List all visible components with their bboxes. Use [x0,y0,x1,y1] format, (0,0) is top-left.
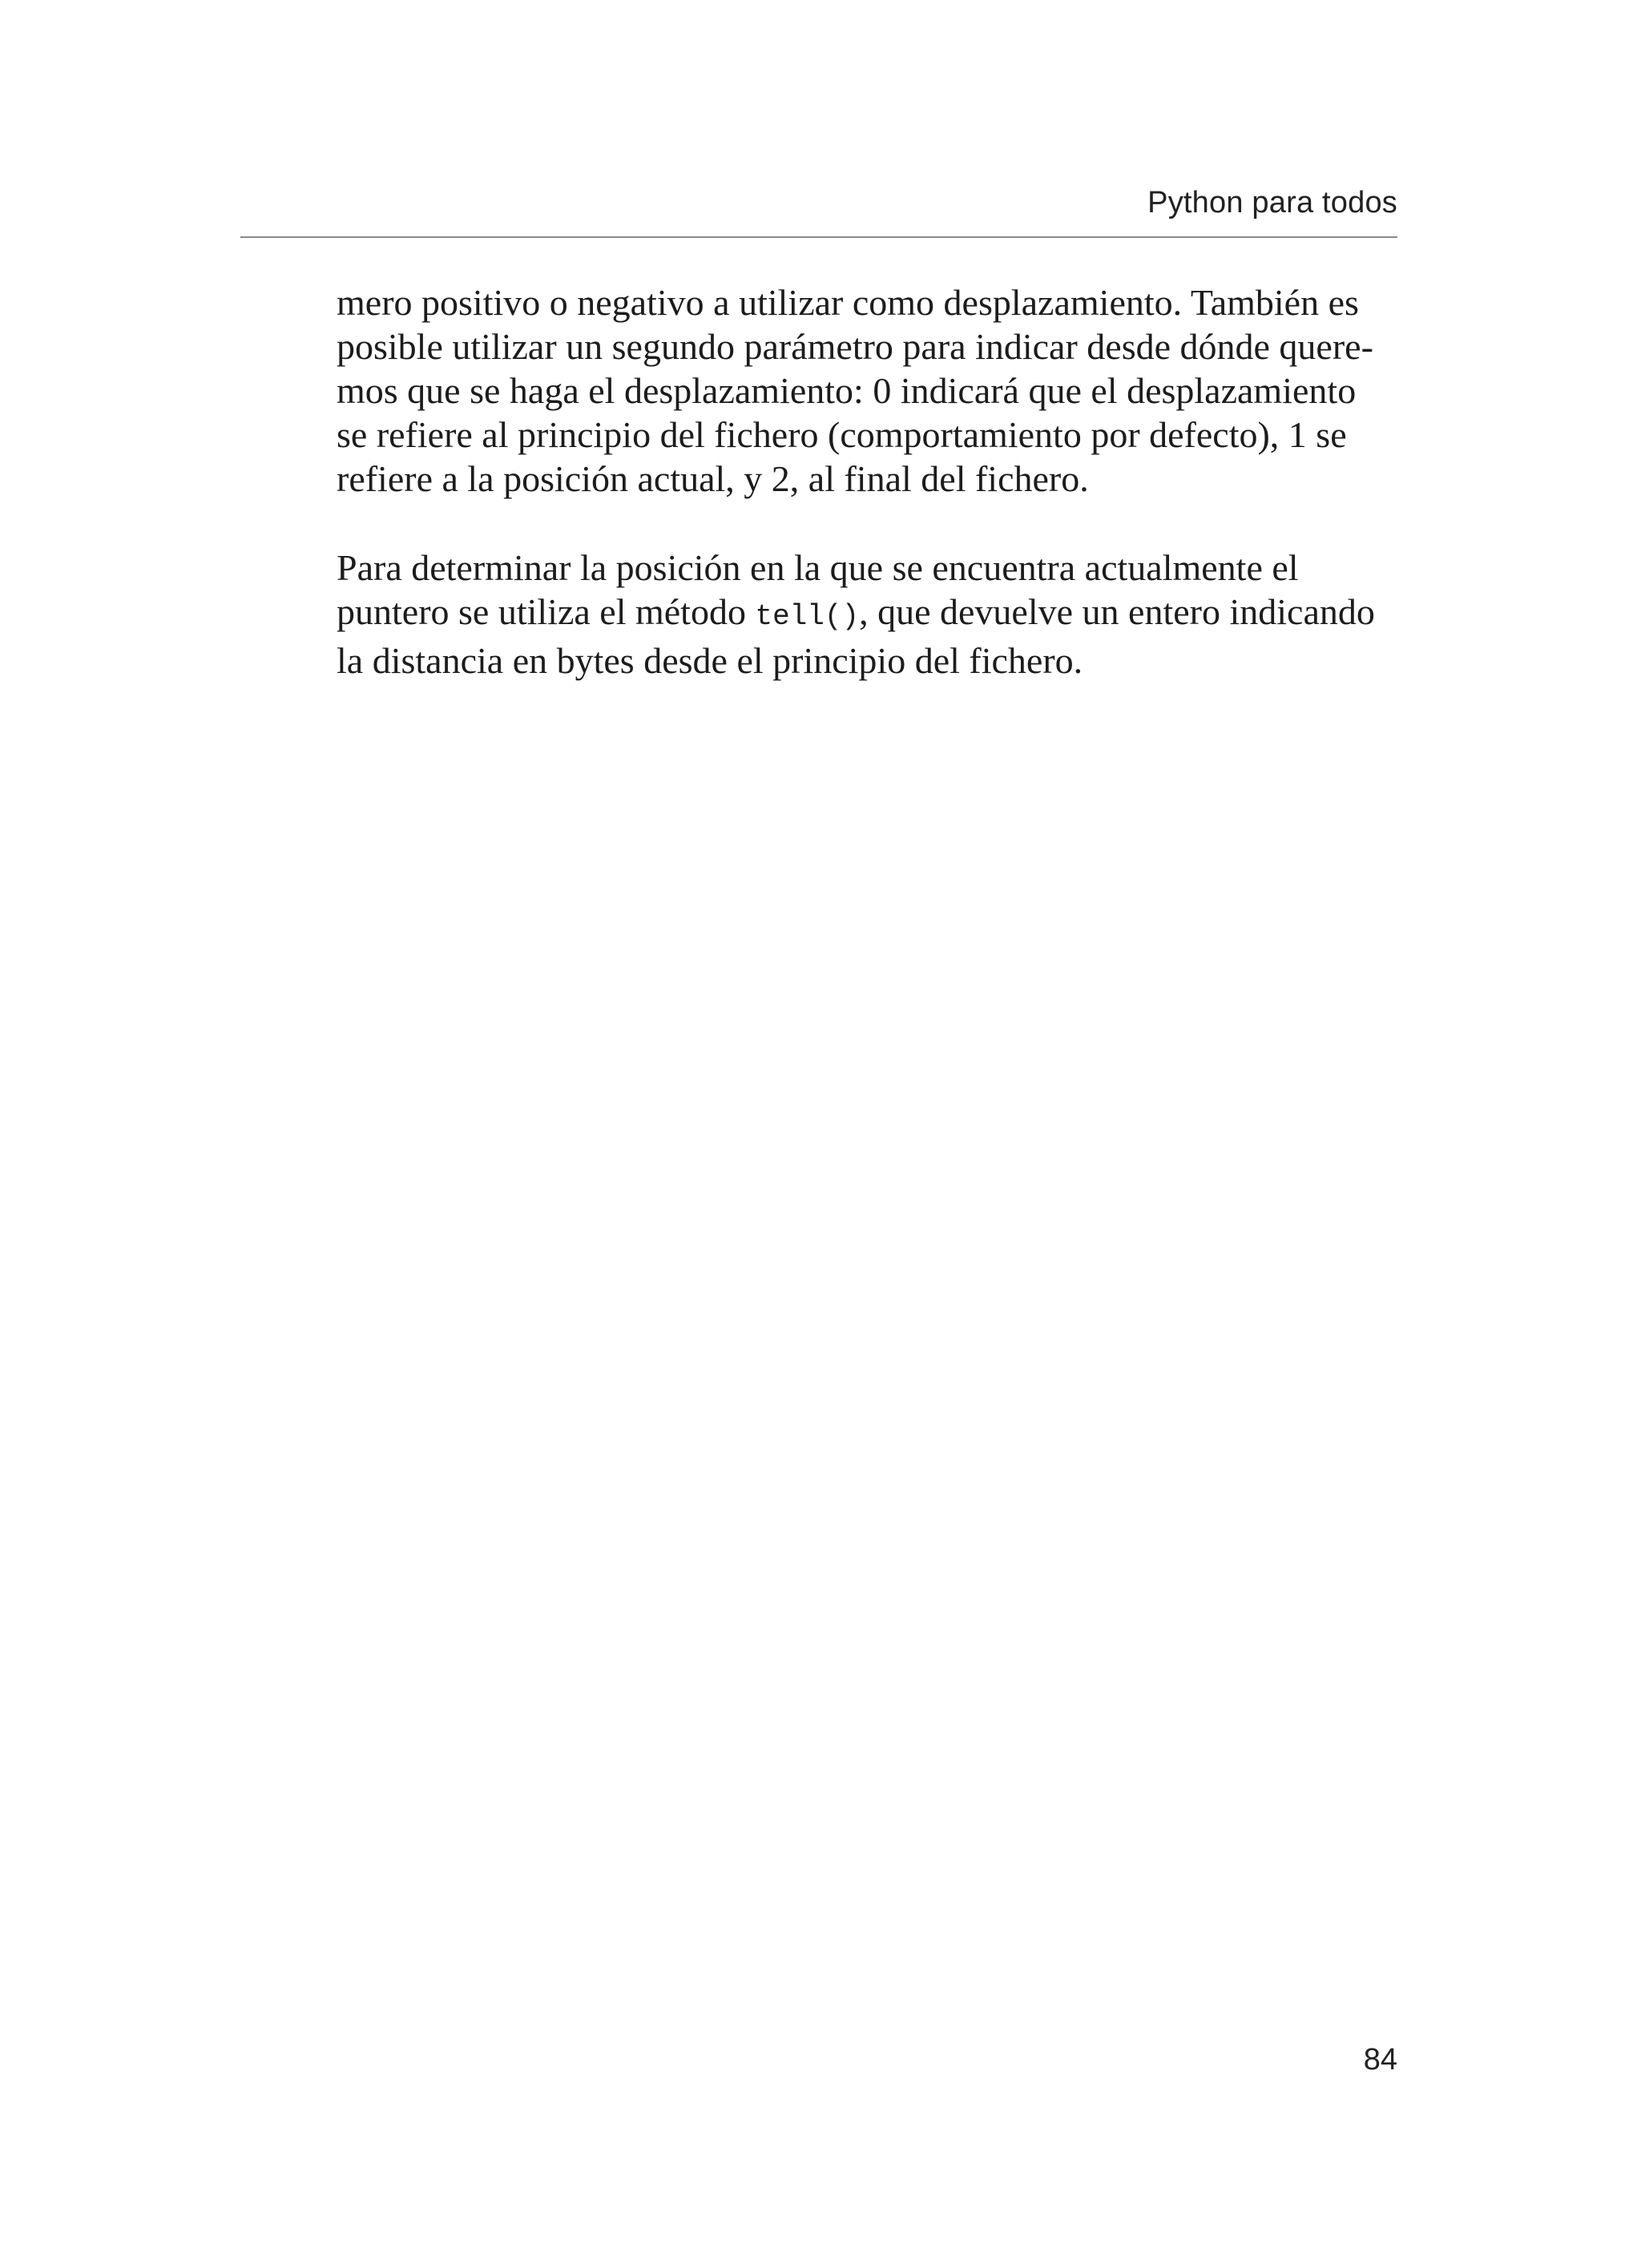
text-line: se refiere al principio del fichero (comportamiento por defecto), 1 se [337,414,1347,455]
paragraph-seek-offset [337,280,1398,501]
text-line: mos que se haga el desplazamiento: 0 indicará que el desplazamiento [337,370,1357,411]
page-number: 84 [1363,2043,1397,2077]
page-body [337,280,1398,683]
text-fragment: , que devuelve un entero indicando [859,591,1375,632]
text-line: refiere a la posición actual, y 2, al final del fichero. [337,458,1089,499]
text-line: Para determinar la posición en la que se encuentra actualmente el [337,547,1299,588]
inline-code-tell: tell() [755,600,860,633]
text-line: mero positivo o negativo a utilizar como desplazamiento. También es [337,282,1359,323]
text-line [337,590,1398,639]
text-fragment: puntero se utiliza el método [337,591,756,632]
paragraph-tell-method [337,546,1398,683]
header-rule [240,236,1397,238]
running-header-title: Python para todos [1147,186,1397,220]
text-line: la distancia en bytes desde el principio del fichero. [337,640,1083,681]
text-line: posible utilizar un segundo parámetro para indicar desde dónde quere- [337,326,1373,367]
